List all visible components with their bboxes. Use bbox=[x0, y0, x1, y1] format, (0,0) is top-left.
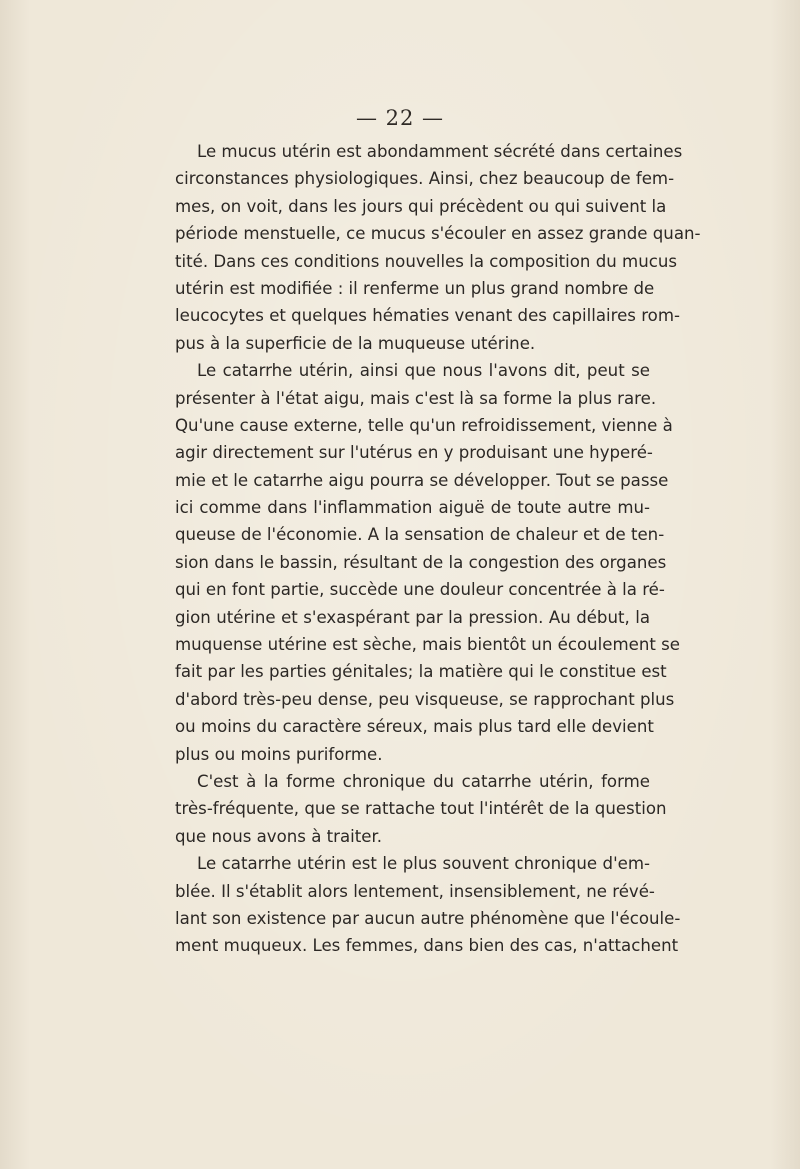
text-line: agir directement sur l'utérus en y produisant une hyperé- bbox=[175, 443, 653, 463]
text-line: Le catarrhe utérin, ainsi que nous l'avons dit, peut se bbox=[197, 361, 650, 381]
text-line: muquense utérine est sèche, mais bientôt un écoulement se bbox=[175, 635, 680, 655]
text-line: gion utérine et s'exaspérant par la pression. Au début, la bbox=[175, 607, 650, 627]
text-line: blée. Il s'établit alors lentement, insensiblement, ne révé- bbox=[175, 881, 655, 901]
text-line: présenter à l'état aigu, mais c'est là sa forme la plus rare. bbox=[175, 388, 657, 408]
text-line: lant son existence par aucun autre phénomène que l'écoule- bbox=[175, 908, 681, 928]
text-line: Le catarrhe utérin est le plus souvent chronique d'em- bbox=[197, 854, 650, 874]
text-line: Le mucus utérin est abondamment sécrété dans certaines bbox=[197, 142, 683, 161]
text-line: Qu'une cause externe, telle qu'un refroidissement, vienne à bbox=[175, 415, 673, 435]
text-line: d'abord très-peu dense, peu visqueuse, se rapprochant plus bbox=[175, 689, 675, 709]
text-line: qui en font partie, succède une douleur concentrée à la ré- bbox=[175, 580, 665, 600]
text-line: mie et le catarrhe aigu pourra se développer. Tout se passe bbox=[175, 470, 669, 490]
body-text bbox=[175, 138, 701, 960]
text-line: sion dans le bassin, résultant de la congestion des organes bbox=[175, 552, 667, 572]
text-line: très-fréquente, que se rattache tout l'intérêt de la question bbox=[175, 799, 667, 819]
text-line: que nous avons à traiter. bbox=[175, 826, 383, 846]
text-line: ici comme dans l'inflammation aiguë de toute autre mu- bbox=[175, 498, 650, 518]
text-line: tité. Dans ces conditions nouvelles la composition du mucus bbox=[175, 251, 678, 271]
text-line: C'est à la forme chronique du catarrhe utérin, forme bbox=[197, 771, 650, 791]
text-line: pus à la superficie de la muqueuse utérine. bbox=[175, 333, 536, 353]
text-line: ment muqueux. Les femmes, dans bien des cas, n'attachent bbox=[175, 936, 679, 956]
text-line: fait par les parties génitales; la matière qui le constitue est bbox=[175, 662, 667, 682]
text-line: queuse de l'économie. A la sensation de chaleur et de ten- bbox=[175, 525, 665, 545]
text-line: ou moins du caractère séreux, mais plus tard elle devient bbox=[175, 717, 654, 737]
text-line: mes, on voit, dans les jours qui précèdent ou qui suivent la bbox=[175, 196, 667, 216]
text-line: leucocytes et quelques hématies venant des capillaires rom- bbox=[175, 306, 680, 326]
text-line: utérin est modifiée : il renferme un plus grand nombre de bbox=[175, 278, 655, 298]
text-line: plus ou moins puriforme. bbox=[175, 744, 383, 764]
page-number: — 22 — bbox=[355, 106, 445, 130]
text-line: circonstances physiologiques. Ainsi, chez beaucoup de fem- bbox=[175, 169, 675, 189]
text-line: période menstuelle, ce mucus s'écouler en assez grande quan- bbox=[175, 224, 701, 244]
